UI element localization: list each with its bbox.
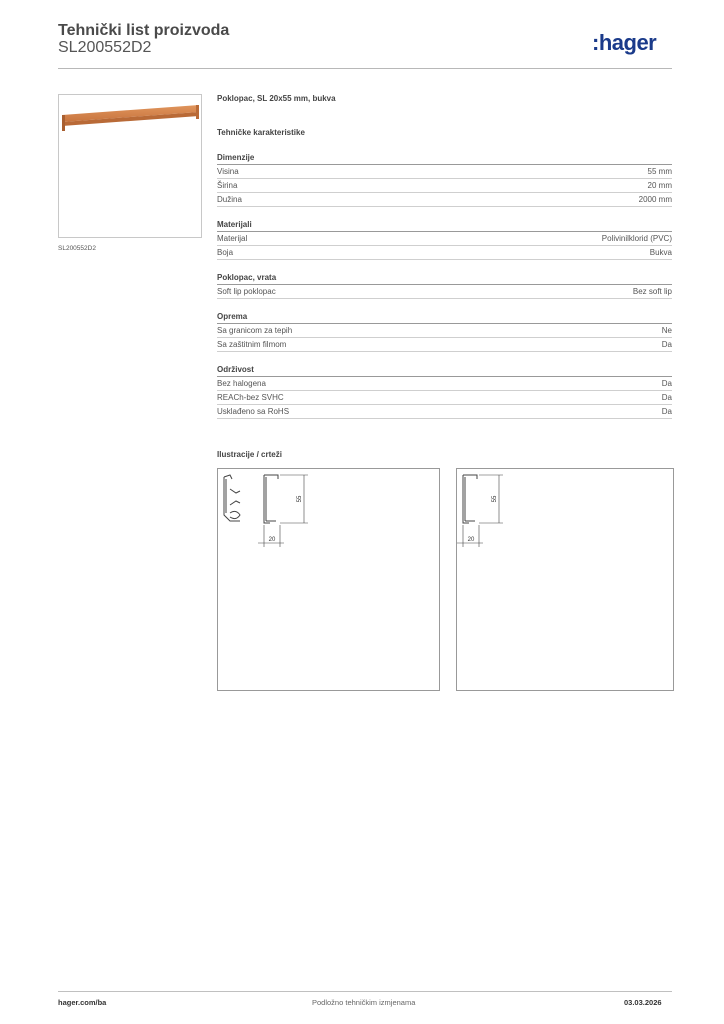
spec-value: 2000 mm [638,195,672,204]
footer-notice: Podložno tehničkim izmjenama [312,998,416,1007]
spec-label: Soft lip poklopac [217,287,276,296]
spec-group-dimenzije [217,153,672,207]
spec-value: Da [661,379,672,388]
spec-value: 55 mm [647,167,672,176]
group-title: Poklopac, vrata [217,273,672,285]
image-caption: SL200552D2 [58,245,96,252]
spec-value: Ne [661,326,672,335]
spec-label: REACh-bez SVHC [217,393,284,402]
spec-value: 20 mm [647,181,672,190]
spec-row [217,324,672,338]
spec-value: Bukva [649,248,672,257]
spec-label: Sa zaštitnim filmom [217,340,287,349]
product-code: SL200552D2 [58,39,152,56]
spec-row [217,377,672,391]
product-name: Poklopac, SL 20x55 mm, bukva [217,94,336,103]
group-title: Održivost [217,365,672,377]
height-dimension-label: 55 [492,495,498,503]
spec-group-oprema [217,312,672,352]
spec-row [217,179,672,193]
group-title: Materijali [217,220,672,232]
drawing-frame-2 [456,468,674,691]
illustrations-title: Ilustracije / crteži [217,450,282,459]
product-image [59,95,201,237]
spec-label: Materijal [217,234,248,243]
cross-section-drawing [218,469,439,690]
spec-label: Boja [217,248,234,257]
spec-value: Bez soft lip [632,287,672,296]
drawing-frame-1 [217,468,440,691]
spec-group-materijali [217,220,672,260]
spec-label: Usklađeno sa RoHS [217,407,290,416]
logo-text: hager [598,30,657,55]
spec-label: Bez halogena [217,379,266,388]
header-divider [58,68,672,69]
spec-label: Visina [217,167,239,176]
spec-value: Da [661,407,672,416]
spec-row [217,165,672,179]
cross-section-drawing [457,469,673,690]
spec-group-odrzivost [217,365,672,419]
spec-content [217,94,672,419]
spec-row [217,193,672,207]
spec-row [217,405,672,419]
spec-value: Polivinilklorid (PVC) [601,234,672,243]
spec-row [217,338,672,352]
group-title: Oprema [217,312,672,324]
spec-row [217,232,672,246]
footer-divider [58,991,672,992]
spec-row [217,246,672,260]
hager-logo: :hager [592,30,657,55]
height-dimension-label: 55 [297,495,303,503]
spec-label: Širina [217,181,238,190]
width-dimension-label: 20 [268,537,276,543]
page-title: Tehnički list proizvoda [58,22,230,39]
spec-value: Da [661,393,672,402]
spec-group-poklopac [217,273,672,299]
product-image-frame [58,94,202,238]
group-title: Dimenzije [217,153,672,165]
spec-row [217,285,672,299]
spec-label: Dužina [217,195,242,204]
tech-section-title: Tehničke karakteristike [217,128,305,137]
spec-label: Sa granicom za tepih [217,326,293,335]
spec-row [217,391,672,405]
footer-website-link[interactable]: hager.com/ba [58,998,107,1007]
footer-date: 03.03.2026 [624,998,662,1007]
width-dimension-label: 20 [467,537,475,543]
spec-value: Da [661,340,672,349]
